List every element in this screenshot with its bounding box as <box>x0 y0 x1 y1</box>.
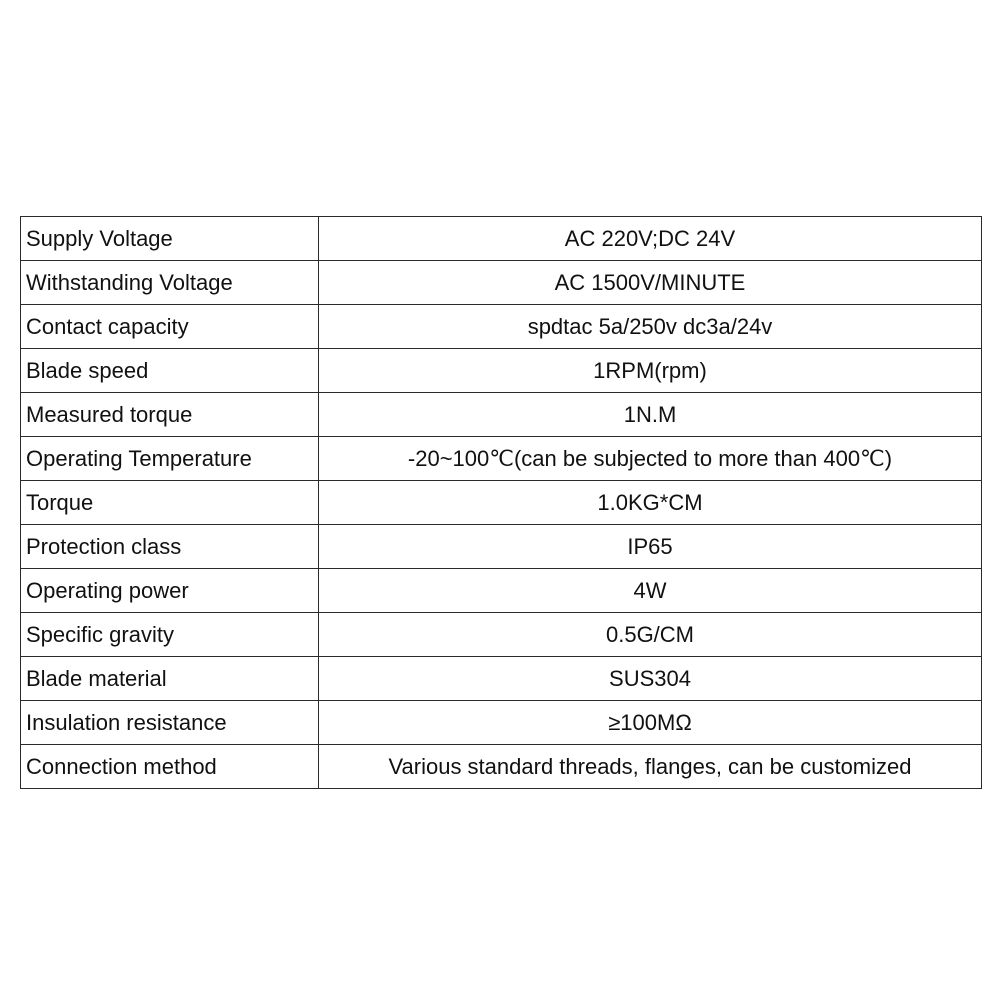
table-row <box>21 305 982 349</box>
spec-label: Protection class <box>21 525 319 569</box>
spec-label: Measured torque <box>21 393 319 437</box>
spec-value: 1RPM(rpm) <box>319 349 982 393</box>
spec-value: -20~100℃(can be subjected to more than 400℃) <box>319 437 982 481</box>
spec-label: Specific gravity <box>21 613 319 657</box>
table-row <box>21 525 982 569</box>
spec-value: 0.5G/CM <box>319 613 982 657</box>
table-row <box>21 745 982 789</box>
spec-label: Operating Temperature <box>21 437 319 481</box>
spec-label: Supply Voltage <box>21 217 319 261</box>
spec-label: Withstanding Voltage <box>21 261 319 305</box>
table-row <box>21 701 982 745</box>
spec-value: 4W <box>319 569 982 613</box>
table-row <box>21 569 982 613</box>
table-row <box>21 349 982 393</box>
table-row <box>21 217 982 261</box>
spec-value: AC 220V;DC 24V <box>319 217 982 261</box>
table-row <box>21 481 982 525</box>
spec-value: 1N.M <box>319 393 982 437</box>
spec-table <box>20 216 982 789</box>
table-row <box>21 657 982 701</box>
spec-label: Contact capacity <box>21 305 319 349</box>
spec-label: Operating power <box>21 569 319 613</box>
spec-value: ≥100MΩ <box>319 701 982 745</box>
spec-label: Torque <box>21 481 319 525</box>
spec-label: Blade material <box>21 657 319 701</box>
spec-value: Various standard threads, flanges, can be customized <box>319 745 982 789</box>
spec-table-body <box>21 217 982 789</box>
table-row <box>21 261 982 305</box>
spec-value: SUS304 <box>319 657 982 701</box>
spec-label: Connection method <box>21 745 319 789</box>
spec-label: Blade speed <box>21 349 319 393</box>
spec-label: Insulation resistance <box>21 701 319 745</box>
table-row <box>21 613 982 657</box>
spec-value: IP65 <box>319 525 982 569</box>
table-row <box>21 393 982 437</box>
spec-value: AC 1500V/MINUTE <box>319 261 982 305</box>
table-row <box>21 437 982 481</box>
spec-value: 1.0KG*CM <box>319 481 982 525</box>
spec-value: spdtac 5a/250v dc3a/24v <box>319 305 982 349</box>
